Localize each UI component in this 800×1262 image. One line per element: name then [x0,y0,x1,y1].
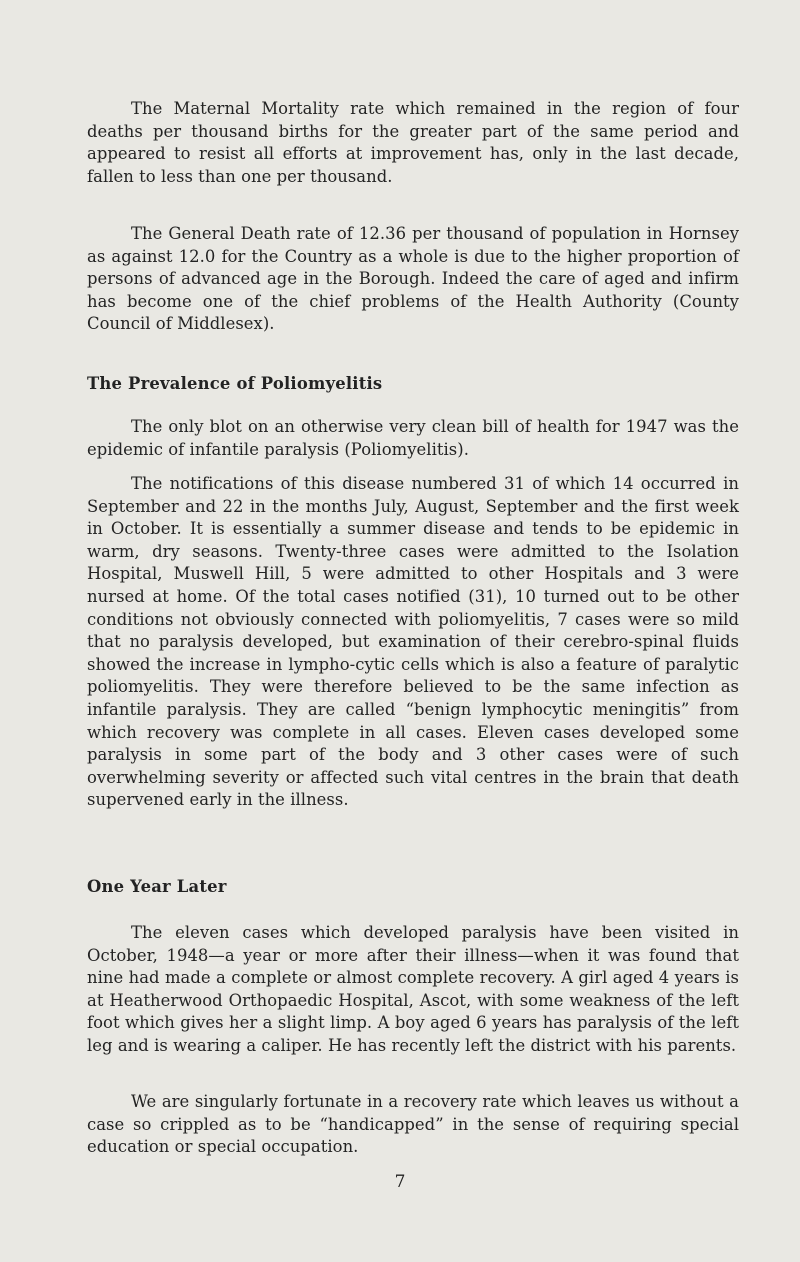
paragraph-polio-notifications: The notifications of this disease numbered 31 of which 14 occurred in September and 22 in the months July, August, September and the first week in October. It is essentially a summer disease and tends to be epidemic in warm, dry seasons. Twenty-three cases were admitted to the Isolation Hospital, Muswell Hill, 5 were admitted to other Hospitals and 3 were nursed at home. Of the total cases notified (31), 10 turned out to be other conditions not obviously connected with poliomyelitis, 7 cases were so mild that no paralysis developed, but examination of their cerebro-spinal fluids showed the increase in lympho-cytic cells which is also a feature of paralytic poliomyelitis. They were therefore believed to be the same infection as infantile paralysis. They are called “benign lymphocytic meningitis” from which recovery was complete in all cases. Eleven cases developed some paralysis in some part of the body and 3 other cases were of such overwhelming severity or affected such vital centres in the brain that death supervened early in the illness. [87,474,739,810]
heading-one-year-later: One Year Later [87,877,227,896]
paragraph-maternal-mortality: The Maternal Mortality rate which remained in the region of four deaths per thousand births for the greater part of the same period and appeared to resist all efforts at improvement has, only in the last decade, fallen to less than one per thousand. [87,99,739,186]
paragraph-one-year-later: The eleven cases which developed paralysis have been visited in October, 1948—a year or more after their illness—when it was found that nine had made a complete or almost complete recovery. A girl aged 4 years is at Heatherwood Orthopaedic Hospital, Ascot, with some weakness of the left foot which gives her a slight limp. A boy aged 6 years has paralysis of the left leg and is wearing a caliper. He has recently left the district with his parents. [87,923,739,1055]
paragraph-polio-intro: The only blot on an otherwise very clean bill of health for 1947 was the epidemic of infantile paralysis (Poliomyelitis). [87,417,739,459]
heading-prevalence-poliomyelitis: The Prevalence of Poliomyelitis [87,374,383,393]
page-number: 7 [394,1172,406,1192]
paragraph-general-death-rate: The General Death rate of 12.36 per thousand of population in Hornsey as against 12.0 for the Country as a whole is due to the higher proportion of persons of advanced age in the Borough. Indeed the care of aged and infirm has become one of the chief problems of the Health Authority (County Council of Middlesex). [87,224,739,334]
paragraph-fortunate: We are singularly fortunate in a recovery rate which leaves us without a case so crippled as to be “handicapped” in the sense of requiring special education or special occupation. [87,1092,739,1157]
